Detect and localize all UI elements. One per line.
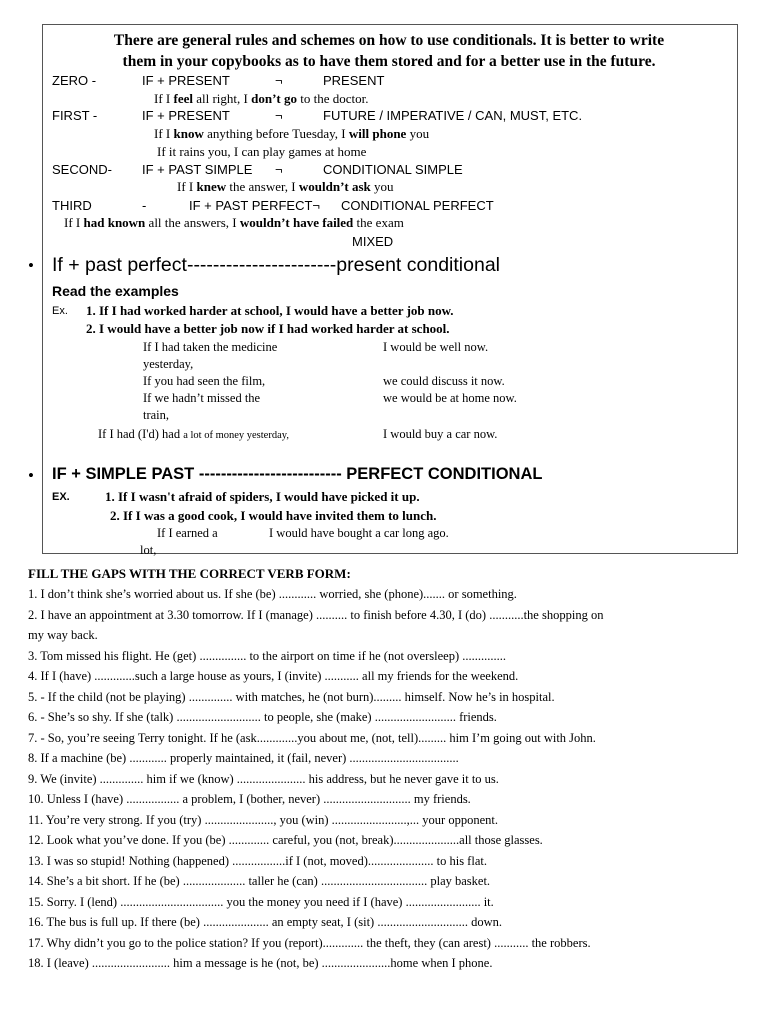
pair-3-if-line-2: train, [143, 408, 170, 422]
mixed-2-example-1: 1. If I wasn't afraid of spiders, I would have picked it up. [105, 489, 420, 504]
second-if-clause: IF + PAST SIMPLE [142, 162, 253, 177]
second-label: SECOND- [52, 162, 112, 177]
exercise-item: 9. We (invite) .............. him if we (know) ...................... his address, but he never gave it to us. [28, 772, 499, 786]
exercise-item: 15. Sorry. I (lend) ................................. you the money you need if I (have) ........................ it. [28, 895, 494, 909]
zero-arrow: ¬ [275, 73, 283, 88]
second-arrow: ¬ [275, 162, 283, 177]
exercise-item: 1. I don’t think she’s worried about us. If she (be) ............ worried, she (phone)....... or something. [28, 587, 517, 601]
intro-line-1: There are general rules and schemes on how to use conditionals. It is better to write [113, 32, 665, 49]
mixed-1-heading: If + past perfect-----------------------present conditional [52, 254, 500, 276]
second-main-clause: CONDITIONAL SIMPLE [323, 162, 463, 177]
exercise-item: 13. I was so stupid! Nothing (happened) .................if I (not, moved)..................... to his flat. [28, 854, 487, 868]
pair-3-main: we would be at home now. [383, 391, 517, 405]
first-example-1: If I know anything before Tuesday, I will phone you [154, 126, 430, 141]
third-example: If I had known all the answers, I wouldn’t have failed the exam [64, 215, 404, 230]
first-example-2: If it rains you, I can play games at home [157, 144, 367, 159]
pair-1-if-line-2: yesterday, [143, 357, 194, 371]
zero-if-clause: IF + PRESENT [142, 73, 230, 88]
ex-label-2: EX. [52, 491, 70, 503]
exercise-item: 3. Tom missed his flight. He (get) ............... to the airport on time if he (not oversleep) .............. [28, 649, 506, 663]
second-example: If I knew the answer, I wouldn’t ask you [177, 179, 394, 194]
mixed-2-example-3-if: If I earned a [157, 526, 218, 540]
first-main-clause: FUTURE / IMPERATIVE / CAN, MUST, ETC. [323, 108, 583, 123]
exercise-item: 16. The bus is full up. If there (be) ..................... an empty seat, I (sit) ............................. down. [28, 915, 502, 929]
exercise-item: 10. Unless I (have) ................. a problem, I (bother, never) ............................ my friends. [28, 792, 471, 806]
pair-1-if-line-1: If I had taken the medicine [143, 340, 278, 354]
mixed-2-example-3-main: I would have bought a car long ago. [269, 526, 449, 540]
exercise-item: 12. Look what you’ve done. If you (be) ............. careful, you (not, break).....................all those glasses. [28, 833, 543, 847]
pair-2-if-line-1: If you had seen the film, [143, 374, 266, 388]
read-examples-heading: Read the examples [52, 283, 179, 299]
exercise-item: 4. If I (have) .............such a large house as yours, I (invite) ........... all my friends for the weekend. [28, 669, 519, 683]
bullet-mixed-2: • [28, 466, 34, 485]
first-if-clause: IF + PRESENT [142, 108, 230, 123]
first-label: FIRST - [52, 108, 98, 123]
mixed-2-heading: IF + SIMPLE PAST -------------------------- PERFECT CONDITIONAL [52, 465, 543, 483]
exercise-item: my way back. [28, 628, 98, 642]
exercise-item: 18. I (leave) ......................... him a message is he (not, be) ......................home when I phone. [28, 956, 493, 970]
ex-label: Ex. [52, 305, 68, 317]
exercise-item: 7. - So, you’re seeing Terry tonight. If he (ask.............you about me, (not, tell)......... him I’m going out with John. [28, 731, 596, 745]
pair-4-main: I would buy a car now. [383, 427, 498, 441]
exercise-item: 17. Why didn’t you go to the police station? If you (report)............. the theft, they (can arest) ........... the robbers. [28, 936, 591, 950]
third-dash: - [142, 198, 147, 213]
third-label: THIRD [52, 198, 92, 213]
pair-4-if: If I had (I'd) had a lot of money yesterday, [98, 427, 289, 441]
mixed-2-example-2: 2. If I was a good cook, I would have invited them to lunch. [110, 508, 437, 523]
exercise-item: 5. - If the child (not be playing) .............. with matches, he (not burn)......... himself. Now he’s in hospital. [28, 690, 555, 704]
third-if-clause: IF + PAST PERFECT¬ [189, 198, 320, 213]
mixed-1-example-2: 2. I would have a better job now if I had worked harder at school. [86, 321, 450, 336]
exercise-title: FILL THE GAPS WITH THE CORRECT VERB FORM: [28, 566, 351, 581]
zero-label: ZERO - [52, 73, 97, 88]
mixed-1-example-1: 1. If I had worked harder at school, I would have a better job now. [86, 303, 454, 318]
zero-main-clause: PRESENT [323, 73, 385, 88]
third-main-clause: CONDITIONAL PERFECT [341, 198, 494, 213]
first-arrow: ¬ [275, 108, 283, 123]
exercise-item: 14. She’s a bit short. If he (be) .................... taller he (can) .................................. play basket. [28, 874, 491, 888]
exercise-item: 2. I have an appointment at 3.30 tomorrow. If I (manage) .......... to finish before 4.30, I (do) ...........the shopping on [28, 608, 604, 622]
pair-2-main: we could discuss it now. [383, 374, 505, 388]
mixed-2-example-3-cont: lot, [140, 543, 157, 557]
mixed-label: MIXED [352, 234, 394, 249]
pair-1-main: I would be well now. [383, 340, 489, 354]
exercise-item: 8. If a machine (be) ............ properly maintained, it (fail, never) ................................... [28, 751, 459, 765]
zero-example: If I feel all right, I don’t go to the doctor. [154, 91, 369, 106]
exercise-item: 11. You’re very strong. If you (try) ......................, you (win) ........................,... your opponent. [28, 813, 498, 827]
pair-3-if-line-1: If we hadn’t missed the [143, 391, 261, 405]
exercise-item: 6. - She’s so shy. If she (talk) ........................... to people, she (make) .......................... friends. [28, 710, 497, 724]
bullet-mixed-1: • [28, 256, 34, 275]
intro-line-2: them in your copybooks as to have them stored and for a better use in the future. [122, 53, 656, 70]
